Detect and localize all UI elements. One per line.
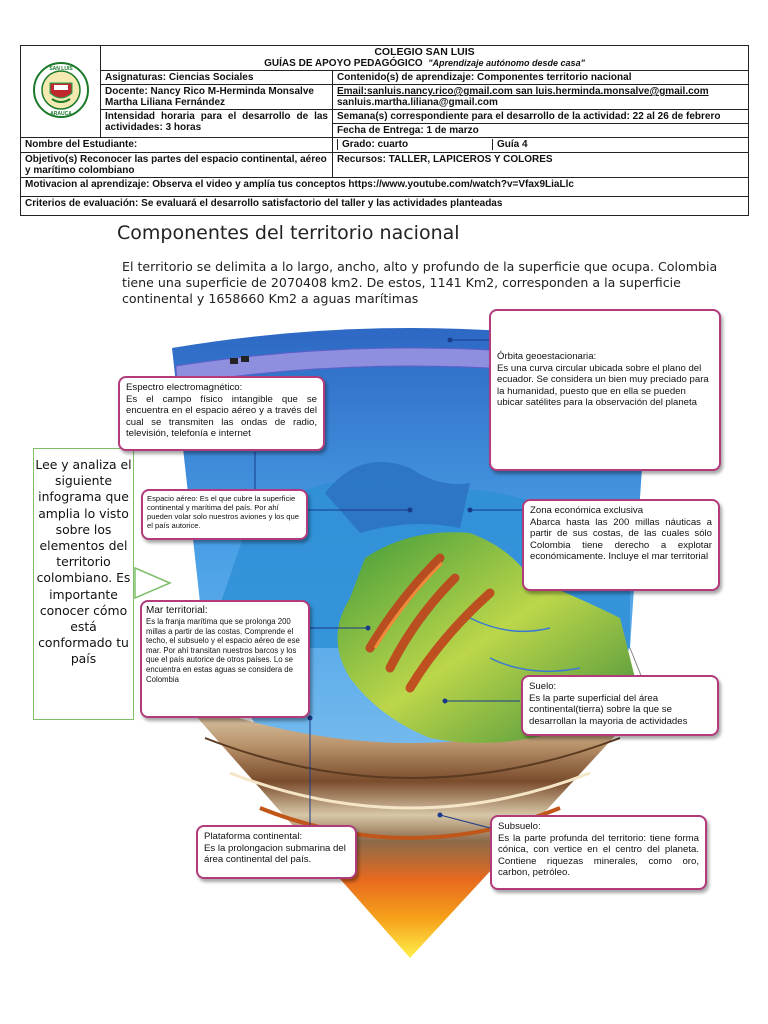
guide-title: GUÍAS DE APOYO PEDAGÓGICO — [264, 58, 423, 69]
svg-text:ARAUCA: ARAUCA — [49, 111, 72, 117]
box-subsuelo-title: Subsuelo: — [498, 821, 541, 832]
box-espectro-title: Espectro electromagnético: — [126, 382, 243, 393]
criteria-cell: Criterios de evaluación: Se evaluará el desarrollo satisfactorio del taller y las actividades planteadas — [21, 197, 749, 216]
motivation-cell[interactable]: Motivacion al aprendizaje: Observa el video y amplía tus conceptos https://www.youtube.com/watch?v=Vfax9LiaLlc — [21, 178, 749, 197]
school-name: COLEGIO SAN LUIS — [374, 46, 475, 58]
teachers-cell: Docente: Nancy Rico M-Herminda Monsalve Martha Liliana Fernández — [101, 85, 333, 110]
box-suelo-title: Suelo: — [529, 681, 557, 692]
school-heading-cell — [101, 46, 749, 71]
guide-title-line — [105, 58, 744, 69]
school-logo — [32, 61, 90, 119]
box-orbita-text: Es una curva circular ubicada sobre el plano del ecuador. Se considera un bien muy preciado para la humanidad, puesto que en ella se pueden ubicar satélites para la observación del planeta — [497, 362, 709, 409]
objective-cell: Objetivo(s) Reconocer las partes del espacio continental, aéreo y marítimo colombiano — [21, 153, 333, 178]
box-espectro — [118, 376, 325, 451]
side-note: Lee y analiza el siguiente infograma que amplia lo visto sobre los elementos del territorio colombiano. Es importante conocer cómo está conformado tu país — [33, 448, 134, 720]
box-orbita — [489, 309, 721, 471]
student-name-cell[interactable]: Nombre del Estudiante: — [21, 138, 333, 153]
box-zona-title: Zona económica exclusiva — [530, 505, 644, 516]
hours-cell: Intensidad horaria para el desarrollo de las actividades: 3 horas — [101, 110, 333, 138]
resources-cell: Recursos: TALLER, LAPICEROS Y COLORES — [333, 153, 749, 178]
box-orbita-title: Órbita geoestacionaria: — [497, 351, 597, 362]
email-line-1[interactable]: Email:sanluis.nancy.rico@gmail.com san luis.herminda.monsalve@gmail.com — [337, 86, 709, 97]
subjects-cell: Asignaturas: Ciencias Sociales — [101, 71, 333, 85]
email-line-2[interactable]: sanluis.martha.liliana@gmail.com — [337, 97, 498, 108]
guide-number: Guía 4 — [492, 139, 528, 150]
content-cell: Contenido(s) de aprendizaje: Componentes territorio nacional — [333, 71, 749, 85]
box-zona-text: Abarca hasta las 200 millas náuticas a partir de sus costas, de las cuales sólo Colombia tiene derecho a explotar económicamente. Incluye el mar territorial — [530, 516, 712, 563]
box-espectro-text: Es el campo físico intangible que se encuentra en el espacio aéreo y a través del cual se transmiten las ondas de radio, televisión, telefonía e internet — [126, 393, 317, 440]
header-table — [20, 45, 749, 216]
delivery-cell: Fecha de Entrega: 1 de marzo — [333, 124, 749, 138]
box-plataforma-text: Es la prolongacion submarina del área continental del país. — [204, 842, 346, 866]
svg-text:SAN LUIS: SAN LUIS — [48, 66, 73, 72]
box-subsuelo — [490, 815, 707, 890]
box-subsuelo-text: Es la parte profunda del territorio: tiene forma cónica, con vertice en el centro del planeta. Contiene riquezas minerales, como oro, carbon, petróleo. — [498, 832, 699, 879]
logo-cell — [21, 46, 101, 138]
box-plataforma — [196, 825, 357, 879]
grade: Grado: cuarto — [337, 139, 492, 150]
email-cell — [333, 85, 749, 110]
grade-guide-cell — [333, 138, 749, 153]
page-title: Componentes del territorio nacional — [117, 222, 460, 244]
week-cell: Semana(s) correspondiente para el desarrollo de la actividad: 22 al 26 de febrero — [333, 110, 749, 124]
box-suelo — [521, 675, 719, 736]
box-plataforma-title: Plataforma continental: — [204, 831, 303, 842]
box-mar-territorial — [140, 600, 310, 718]
box-aereo-text: Espacio aéreo: Es el que cubre la superficie continental y marítima del país. Por ahí pueden volar solo nuestros aviones y los que el país autorice. — [147, 494, 299, 530]
intro-paragraph: El territorio se delimita a lo largo, ancho, alto y profundo de la superficie que ocupa. Colombia tiene una superficie de 2070408 km2. De estos, 1141 Km2, corresponden a la superficie continental y 1658660 Km2 a aguas marítimas — [122, 259, 718, 306]
box-mar-title: Mar territorial: — [146, 605, 208, 616]
box-mar-text: Es la franja marítima que se prolonga 200 millas a partir de las costas. Comprende el techo, el subsuelo y el espacio aéreo de ese mar. Por ahí transitan nuestros barcos y los que el país autorice de otros países. Lo se encuentra en estas aguas se considera de Colombia — [146, 617, 300, 684]
guide-subtitle: "Aprendizaje autónomo desde casa" — [428, 58, 585, 68]
box-zona-economica — [522, 499, 720, 591]
box-espacio-aereo — [141, 489, 308, 540]
side-note-arrow — [135, 568, 170, 598]
box-suelo-text: Es la parte superficial del área continental(tierra) sobre la que se desarrollan la mayoria de actividades — [529, 692, 688, 727]
